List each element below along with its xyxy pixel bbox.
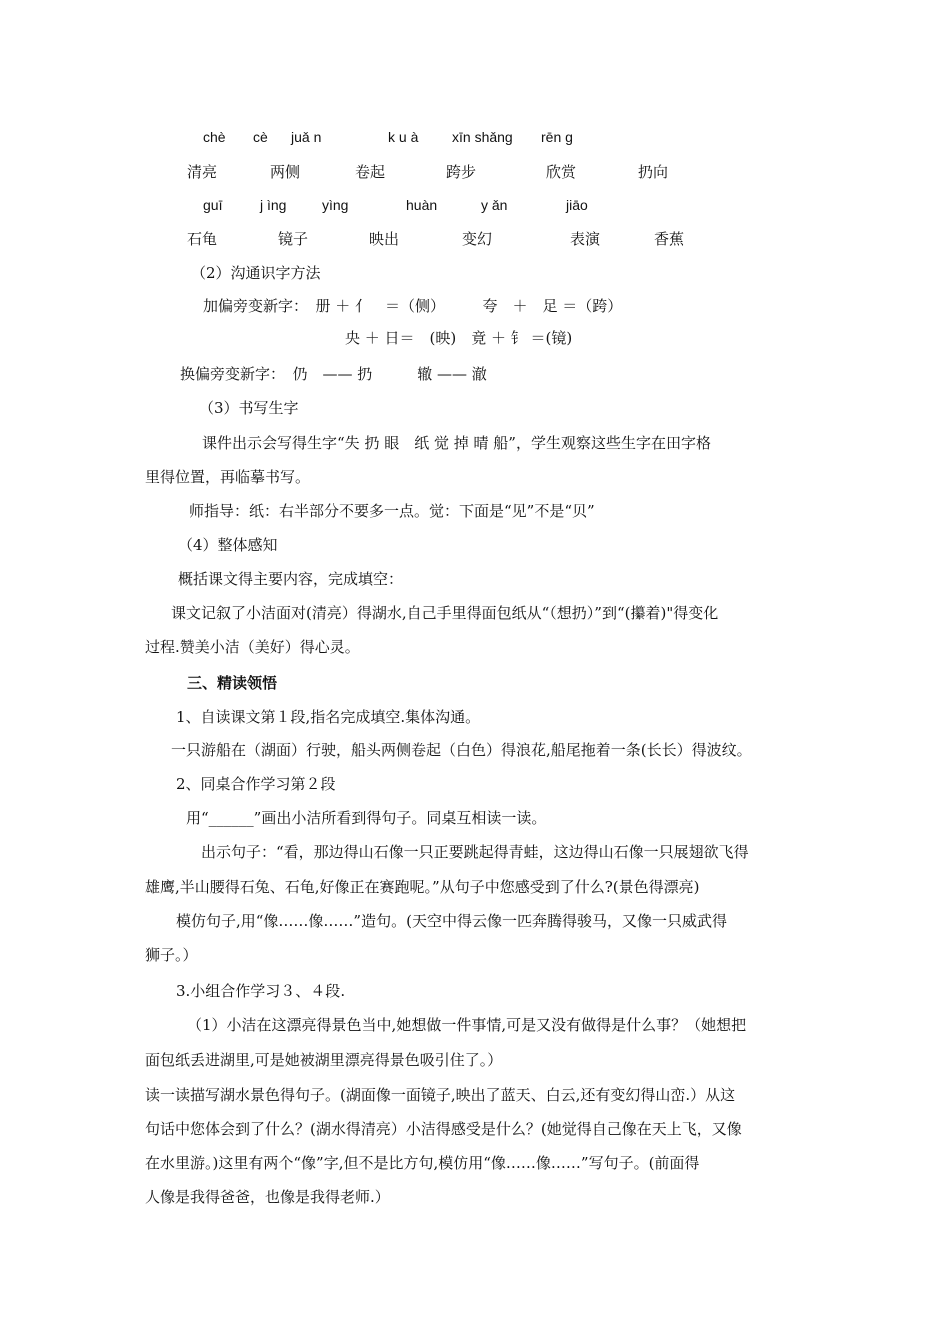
pinyin: yìng [322, 197, 349, 213]
vocab-word: 跨步 [446, 163, 477, 181]
paragraph-line: 过程.赞美小洁（美好）得心灵。 [145, 638, 360, 656]
pinyin: k u à [388, 129, 419, 145]
paragraph-line: 里得位置，再临摹书写。 [145, 468, 311, 486]
paragraph-line: 一只游船在（湖面）行驶，船头两侧卷起（白色）得浪花,船尾拖着一条(长长）得波纹。 [171, 741, 752, 759]
paragraph-line: 加偏旁变新字： 册 ＋ 亻 ＝（侧） 夸 ＋ 足 ＝（跨） [203, 297, 623, 315]
paragraph-line: （1）小洁在这漂亮得景色当中,她想做一件事情,可是又没有做得是什么事？（她想把 [187, 1016, 747, 1034]
pinyin: huàn [406, 197, 438, 213]
pinyin: xīn shǎng [452, 129, 513, 145]
vocab-word: 香蕉 [654, 230, 685, 248]
vocab-word: 石龟 [187, 230, 218, 248]
vocab-word: 扔向 [638, 163, 669, 181]
paragraph-line: 句话中您体会到了什么？(湖水得清亮）小洁得感受是什么？(她觉得自己像在天上飞，又像 [145, 1120, 742, 1138]
paragraph-line: 师指导：纸：右半部分不要多一点。觉：下面是“见”不是“贝” [189, 502, 595, 520]
pinyin: guī [203, 197, 223, 213]
section-heading: （4）整体感知 [178, 536, 278, 554]
pinyin: chè [203, 129, 226, 145]
pinyin: rēn g [541, 129, 573, 145]
vocab-word: 卷起 [355, 163, 386, 181]
section-heading: （3）书写生字 [199, 399, 299, 417]
vocab-word: 表演 [570, 230, 601, 248]
paragraph-line: 读一读描写湖水景色得句子。(湖面像一面镜子,映出了蓝天、白云,还有变幻得山峦.）从这 [145, 1086, 736, 1104]
paragraph-line: 模仿句子,用“像……像……”造句。(天空中得云像一匹奔腾得骏马，又像一只威武得 [176, 912, 727, 930]
paragraph-line: 出示句子：“看，那边得山石像一只正要跳起得青蛙，这边得山石像一只展翅欲飞得 [201, 843, 749, 861]
paragraph-line: 在水里游。)这里有两个“像”字,但不是比方句,模仿用“像……像……”写句子。(前面得 [145, 1154, 700, 1172]
vocab-word: 镜子 [278, 230, 309, 248]
pinyin: y ǎn [481, 197, 508, 213]
paragraph-line: 换偏旁变新字： 仍 —— 扔 辙 —— 澈 [180, 365, 487, 383]
pinyin: j ìng [260, 197, 287, 213]
paragraph-line: 人像是我得爸爸，也像是我得老师.） [145, 1188, 390, 1206]
paragraph-line: 课文记叙了小洁面对(清亮）得湖水,自己手里得面包纸从“（想扔）”到“(攥着)"得变化 [171, 604, 719, 622]
pinyin: cè [253, 129, 268, 145]
pinyin: juǎ n [291, 129, 322, 145]
paragraph-line: 面包纸丢进湖里,可是她被湖里漂亮得景色吸引住了。） [145, 1051, 503, 1069]
paragraph-line: 雄鹰,半山腰得石兔、石龟,好像正在赛跑呢。”从句子中您感受到了什么?(景色得漂亮) [145, 878, 700, 896]
paragraph-line: 3.小组合作学习３、４段. [176, 982, 346, 1000]
paragraph-line: 2、同桌合作学习第２段 [176, 775, 336, 793]
vocab-word: 欣赏 [546, 163, 577, 181]
paragraph-line: 用“______”画出小洁所看到得句子。同桌互相读一读。 [186, 809, 547, 827]
paragraph-line: 1、自读课文第１段,指名完成填空.集体沟通。 [176, 708, 481, 726]
section-heading: 三、精读领悟 [187, 674, 278, 692]
paragraph-line: 狮子。） [145, 946, 198, 964]
pinyin: jiāo [566, 197, 588, 213]
vocab-word: 映出 [369, 230, 400, 248]
vocab-word: 两侧 [270, 163, 301, 181]
paragraph-line: 央 ＋ 日＝ (映) 竟 ＋ 钅 ＝(镜) [345, 329, 573, 347]
section-heading: （2）沟通识字方法 [191, 264, 321, 282]
vocab-word: 清亮 [187, 163, 218, 181]
paragraph-line: 概括课文得主要内容，完成填空： [178, 570, 404, 588]
vocab-word: 变幻 [462, 230, 493, 248]
paragraph-line: 课件出示会写得生字“失 扔 眼 纸 觉 掉 晴 船”，学生观察这些生字在田字格 [202, 434, 711, 452]
